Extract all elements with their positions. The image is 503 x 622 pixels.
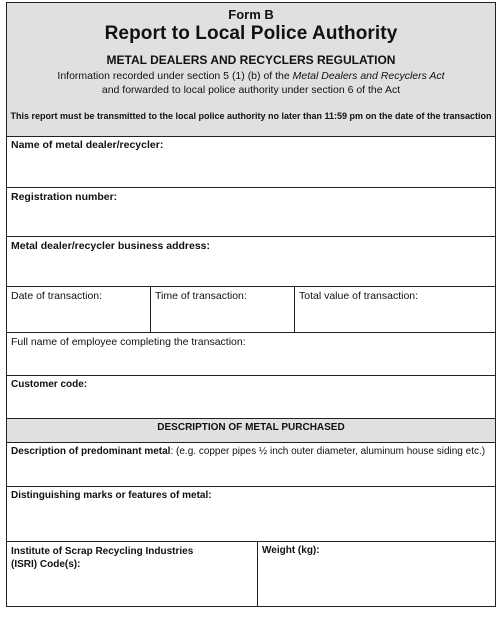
time-of-transaction-field[interactable] (150, 287, 294, 332)
total-value-label: Total value of transaction: (299, 290, 419, 302)
transmission-notice: This report must be transmitted to the local police authority no later than 11:59 pm on the date of the transaction (10, 111, 492, 121)
time-of-transaction-label: Time of transaction: (155, 290, 247, 302)
form-header (7, 3, 495, 137)
distinguishing-marks-label: Distinguishing marks or features of metal: (11, 490, 212, 501)
weight-field[interactable] (257, 542, 495, 606)
isri-code-field[interactable] (7, 542, 257, 606)
predominant-metal-label-line (11, 446, 485, 457)
isri-line-1: Institute of Scrap Recycling Industries (11, 546, 194, 557)
dealer-name-label: Name of metal dealer/recycler: (11, 139, 164, 151)
customer-code-field[interactable] (7, 376, 495, 419)
business-address-label: Metal dealer/recycler business address: (11, 240, 211, 252)
total-value-field[interactable] (294, 287, 495, 332)
isri-code-label (11, 545, 193, 571)
police-report-form (6, 2, 496, 607)
dealer-name-field[interactable] (7, 136, 495, 188)
date-of-transaction-label: Date of transaction: (11, 290, 103, 302)
predominant-metal-hint: : (e.g. copper pipes ½ inch outer diameter, aluminum house siding etc.) (170, 446, 486, 457)
customer-code-label: Customer code: (11, 379, 88, 390)
info-line-2: and forwarded to local police authority under section 6 of the Act (101, 84, 401, 96)
distinguishing-marks-field[interactable] (7, 487, 495, 542)
isri-line-2: (ISRI) Code(s): (11, 559, 81, 570)
form-label: Form B (228, 7, 274, 22)
business-address-field[interactable] (7, 237, 495, 287)
predominant-metal-field[interactable] (7, 443, 495, 487)
registration-number-label: Registration number: (11, 191, 118, 203)
act-name: Metal Dealers and Recyclers Act (292, 70, 445, 82)
info-line-1 (7, 70, 495, 82)
regulation-subtitle: METAL DEALERS AND RECYCLERS REGULATION (106, 53, 396, 67)
predominant-metal-label: Description of predominant metal (11, 446, 171, 457)
transaction-details-row (7, 287, 495, 333)
date-of-transaction-field[interactable] (7, 287, 150, 332)
description-section-heading (7, 419, 495, 443)
registration-number-field[interactable] (7, 188, 495, 237)
employee-name-label: Full name of employee completing the transaction: (11, 336, 246, 348)
isri-weight-row (7, 542, 495, 606)
weight-label: Weight (kg): (262, 545, 320, 556)
employee-name-field[interactable] (7, 333, 495, 376)
description-heading-text: DESCRIPTION OF METAL PURCHASED (157, 422, 345, 433)
info-line-1-prefix: Information recorded under section 5 (1) (b) of the (57, 70, 293, 82)
form-title: Report to Local Police Authority (104, 23, 398, 44)
